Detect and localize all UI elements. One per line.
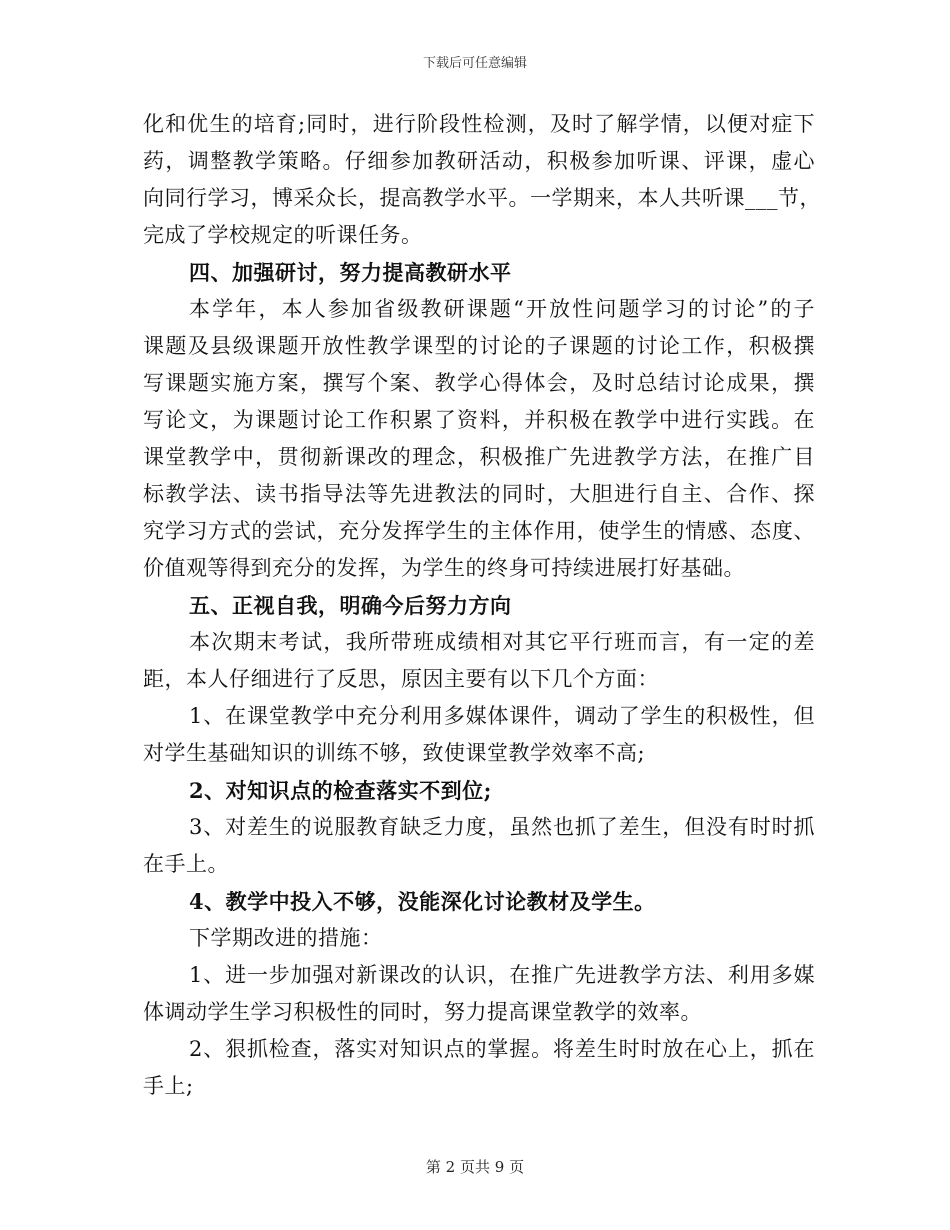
section-heading: 四、加强研讨，努力提高教研水平 xyxy=(189,260,512,285)
body-line: 体调动学生学习积极性的同时，努力提高课堂教学的效率。 xyxy=(143,1000,702,1024)
document-body xyxy=(143,106,821,1105)
body-line: 究学习方式的尝试，充分发挥学生的主体作用，使学生的情感、态度、 xyxy=(143,519,815,543)
body-line: 课堂教学中，贯彻新课改的理念，积极推广先进教学方法，在推广目 xyxy=(143,445,815,469)
body-line: 1、在课堂教学中充分利用多媒体课件，调动了学生的积极性，但 xyxy=(189,704,815,728)
body-line: 2、狠抓检查，落实对知识点的掌握。将差生时时放在心上，抓在 xyxy=(189,1037,815,1061)
body-line: 距，本人仔细进行了反思，原因主要有以下几个方面： xyxy=(143,667,659,691)
body-line: 下学期改进的措施： xyxy=(189,926,383,950)
body-line: 本次期末考试，我所带班成绩相对其它平行班而言，有一定的差 xyxy=(189,630,815,654)
body-line: 完成了学校规定的听课任务。 xyxy=(143,223,423,247)
body-line: 化和优生的培育;同时，进行阶段性检测，及时了解学情，以便对症下 xyxy=(143,112,815,136)
page-header: 下载后可任意编辑 xyxy=(422,56,527,71)
body-line: 药，调整教学策略。仔细参加教研活动，积极参加听课、评课，虚心 xyxy=(143,149,815,173)
body-line: 写论文，为课题讨论工作积累了资料，并积极在教学中进行实践。在 xyxy=(143,408,815,432)
body-line: 对学生基础知识的训练不够，致使课堂教学效率不高; xyxy=(143,741,646,765)
section-heading: 2、对知识点的检查落实不到位; xyxy=(189,778,492,803)
body-line: 向同行学习，博采众长，提高教学水平。一学期来，本人共听课___节， xyxy=(143,186,821,210)
body-line: 在手上。 xyxy=(143,852,229,876)
body-line: 3、对差生的说服教育缺乏力度，虽然也抓了差生，但没有时时抓 xyxy=(189,815,815,839)
section-heading: 4、教学中投入不够，没能深化讨论教材及学生。 xyxy=(189,889,656,914)
body-line: 1、进一步加强对新课改的认识，在推广先进教学方法、利用多媒 xyxy=(189,963,815,987)
page-footer: 第 2 页共 9 页 xyxy=(425,1158,525,1176)
body-line: 写课题实施方案，撰写个案、教学心得体会，及时总结讨论成果，撰 xyxy=(143,371,815,395)
body-line: 价值观等得到充分的发挥，为学生的终身可持续进展打好基础。 xyxy=(143,556,745,580)
body-line: 手上; xyxy=(143,1074,194,1098)
body-line: 本学年，本人参加省级教研课题“开放性问题学习的讨论”的子 xyxy=(189,297,815,321)
body-line: 课题及县级课题开放性教学课型的讨论的子课题的讨论工作，积极撰 xyxy=(143,334,815,358)
body-line: 标教学法、读书指导法等先进教法的同时，大胆进行自主、合作、探 xyxy=(143,482,815,506)
section-heading: 五、正视自我，明确今后努力方向 xyxy=(189,593,512,618)
